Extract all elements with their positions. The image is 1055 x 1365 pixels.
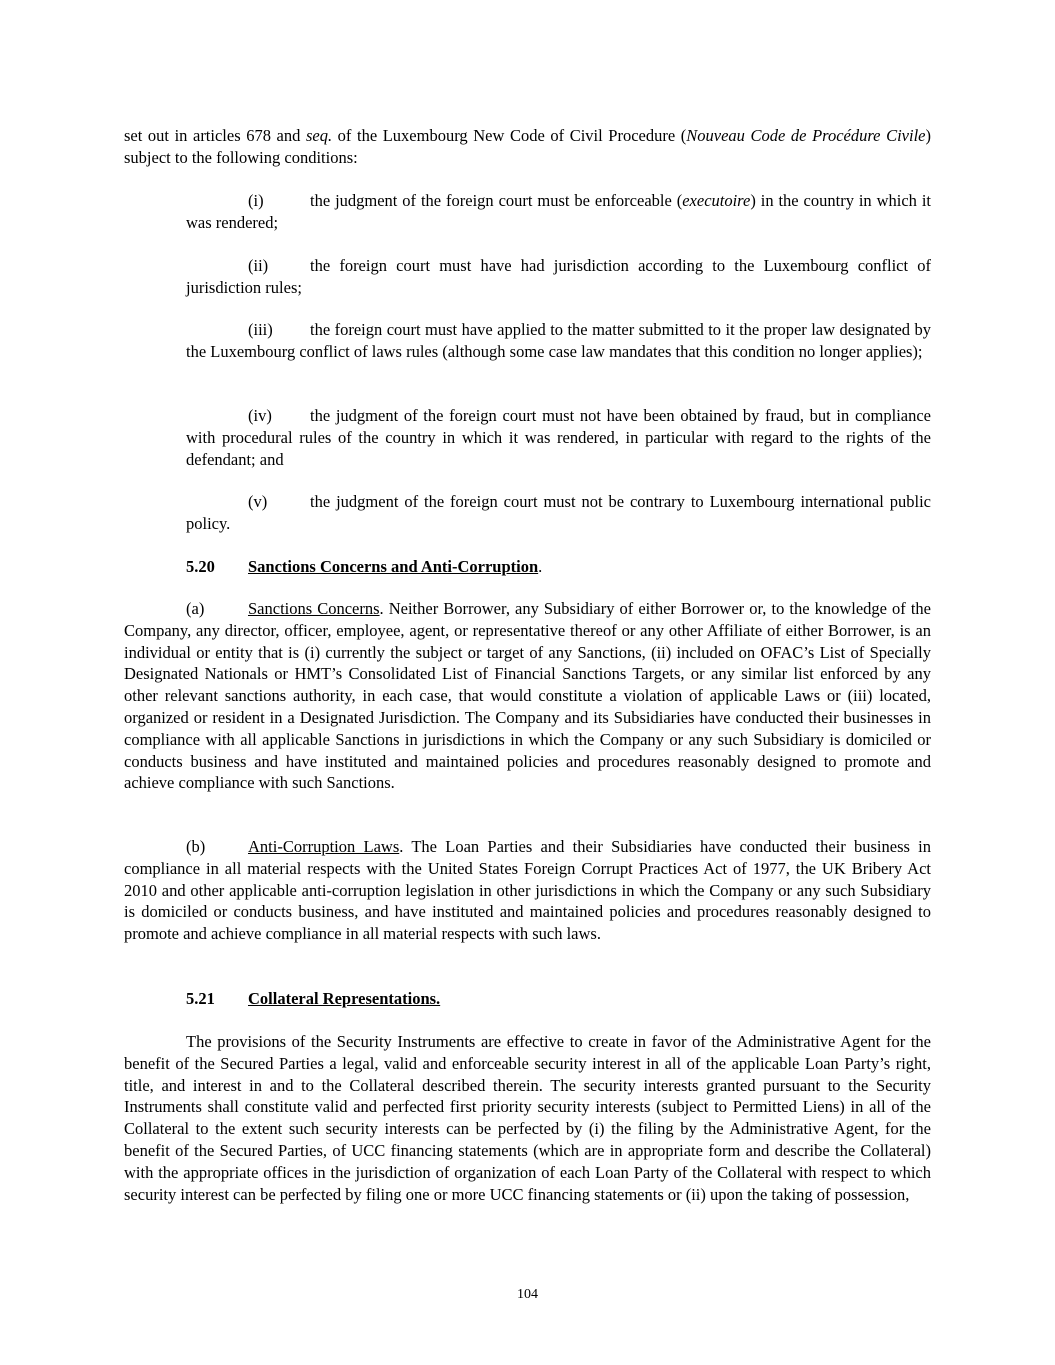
section-number: 5.21 xyxy=(186,989,215,1008)
condition-item xyxy=(186,319,931,363)
condition-number: (i) xyxy=(248,191,264,210)
condition-text: the judgment of the foreign court must be enforceable ( xyxy=(310,191,683,210)
section-title-trail: . xyxy=(538,557,543,576)
section-heading-5-20 xyxy=(186,556,931,578)
paragraph-collateral xyxy=(124,1031,931,1205)
intro-paragraph xyxy=(124,125,931,169)
section-number: 5.20 xyxy=(186,557,215,576)
page-number: 104 xyxy=(517,1287,538,1302)
intro-text-2: of the Luxembourg New Code of Civil Procedure ( xyxy=(332,126,687,145)
intro-text-3: ) subject to the following conditions: xyxy=(124,126,931,167)
condition-number: (iii) xyxy=(248,320,273,339)
condition-term: executoire xyxy=(682,191,751,210)
paragraph-text: . Neither Borrower, any Subsidiary of either Borrower or, to the knowledge of the Company, any director, officer, employee, agent, or representative thereof or any other Affiliate of either Borrower, is an individual or entity that is (i) currently the subject or target of any Sanctions, (ii) included on OFAC’s List of Specially Designated Nationals or HMT’s Consolidated List of Financial Sanctions Targets, or any similar list enforced by any other relevant sanctions authority, in each case, that would constitute a violation of applicable Laws or (iii) located, organized or resident in a Designated Jurisdiction. The Company and its Subsidiaries have conducted their businesses in compliance with all applicable Sanctions in jurisdictions in which the Company or any such Subsidiary is domiciled or conducts business and have instituted and maintained policies and procedures reasonably designed to promote and achieve compliance with such Sanctions. xyxy=(124,599,931,793)
paragraph-text: . The Loan Parties and their Subsidiaries have conducted their business in compliance in all material respects with the United States Foreign Corrupt Practices Act of 1977, the UK Bribery Act 2010 and other applicable anti-corruption legislation in other jurisdictions in which the Company or any such Subsidiary is domiciled or conducts business, and have instituted and maintained policies and procedures reasonably designed to promote and achieve compliance in all material respects with such laws. xyxy=(124,837,931,944)
paragraph-title: Anti-Corruption Laws xyxy=(248,837,400,856)
condition-number: (iv) xyxy=(248,406,272,425)
paragraph-b-anti-corruption xyxy=(124,836,931,945)
intro-code-name: Nouveau Code de Procédure Civile xyxy=(686,126,926,145)
section-title: Sanctions Concerns and Anti-Corruption xyxy=(248,557,539,576)
paragraph-a-sanctions xyxy=(124,598,931,794)
condition-text-tail: ) in the country in which it was rendered; xyxy=(186,191,931,232)
condition-text: the judgment of the foreign court must not have been obtained by fraud, but in compliance with procedural rules of the country in which it was rendered, in particular with regard to the rights of the defendant; and xyxy=(186,406,931,469)
condition-number: (v) xyxy=(248,492,268,511)
paragraph-title: Sanctions Concerns xyxy=(248,599,380,618)
paragraph-number: (a) xyxy=(186,599,205,618)
section-heading-5-21 xyxy=(186,988,931,1010)
condition-number: (ii) xyxy=(248,256,269,275)
condition-item xyxy=(186,190,931,234)
paragraph-number: (b) xyxy=(186,837,206,856)
condition-text: the foreign court must have had jurisdiction according to the Luxembourg conflict of jurisdiction rules; xyxy=(186,256,931,297)
condition-item xyxy=(186,405,931,470)
paragraph-text: The provisions of the Security Instruments are effective to create in favor of the Administrative Agent for the benefit of the Secured Parties a legal, valid and enforceable security interest in all of the applicable Loan Party’s right, title, and interest in and to the Collateral described therein. The security interests granted pursuant to the Security Instruments shall constitute valid and perfected first priority security interests (subject to Permitted Liens) in all of the Collateral to the extent such security interests can be perfected by (i) the filing by the Administrative Agent, for the benefit of the Secured Parties, of UCC financing statements (which are in appropriate form and describe the Collateral) with the appropriate offices in the jurisdiction of organization of each Loan Party of the Collateral with respect to which security interest can be perfected by filing one or more UCC financing statements or (ii) upon the taking of possession, xyxy=(124,1032,931,1204)
condition-item xyxy=(186,491,931,535)
intro-text-1: set out in articles 678 and xyxy=(124,126,306,145)
condition-item xyxy=(186,255,931,299)
section-title: Collateral Representations. xyxy=(248,989,441,1008)
intro-seq: seq. xyxy=(305,126,333,145)
condition-text: the foreign court must have applied to the matter submitted to it the proper law designated by the Luxembourg conflict of laws rules (although some case law mandates that this condition no longer applies); xyxy=(186,320,931,361)
condition-text: the judgment of the foreign court must not be contrary to Luxembourg international public policy. xyxy=(186,492,931,533)
